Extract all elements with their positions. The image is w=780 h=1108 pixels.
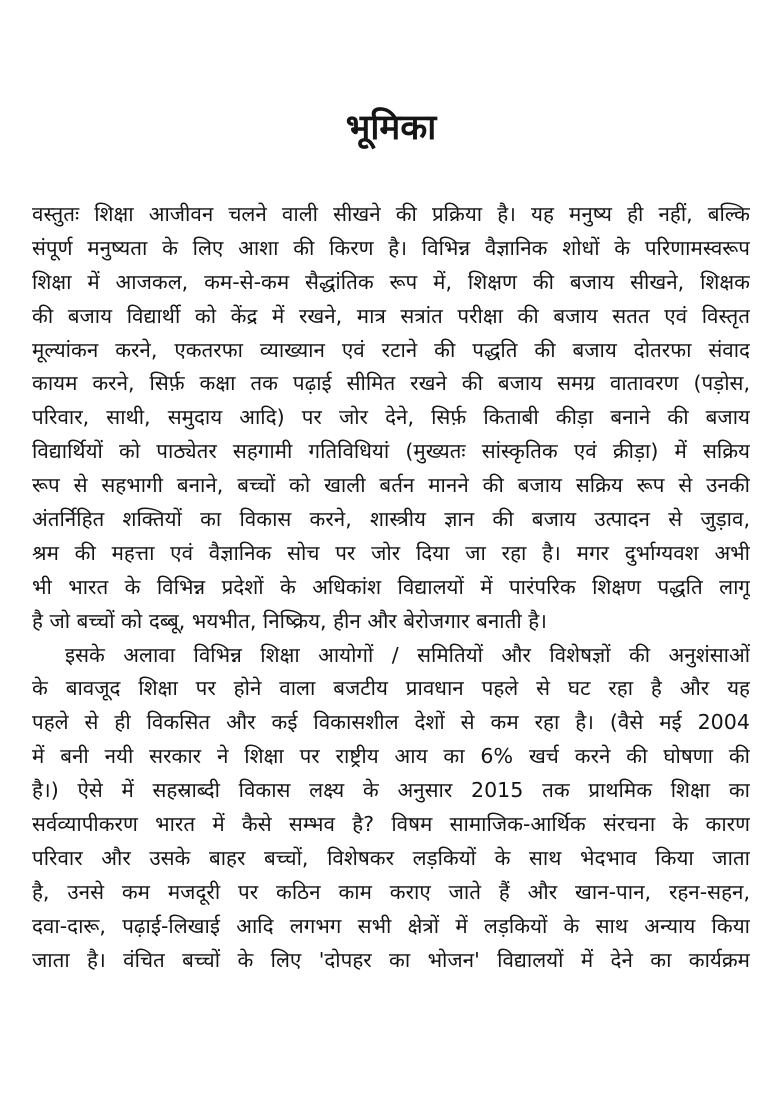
text-line: वस्तुतः शिक्षा आजीवन चलने वाली सीखने की प्रक्रिया है। यह मनुष्य ही नहीं, बल्कि	[32, 202, 750, 226]
text-line: परिवार, साथी, समुदाय आदि) पर जोर देने, सिर्फ़ किताबी कीड़ा बनाने की बजाय	[32, 405, 750, 430]
text-line: इसके अलावा विभिन्न शिक्षा आयोगों / समितियों और विशेषज्ञों की अनुशंसाओं	[65, 642, 750, 667]
text-line: पहले से ही विकसित और कई विकासशील देशों से कम रहा है। (वैसे मई 2004	[32, 710, 750, 735]
text-line: अंतर्निहित शक्तियों का विकास करने, शास्त्रीय ज्ञान की बजाय उत्पादन से जुड़ाव,	[32, 507, 750, 532]
text-line: है।) ऐसे में सहस्राब्दी विकास लक्ष्य के अनुसार 2015 तक प्राथमिक शिक्षा का	[32, 778, 750, 803]
text-line: है जो बच्चों को दब्बू, भयभीत, निष्क्रिय, हीन और बेरोजगार बनाती है।	[32, 608, 547, 633]
preface-text	[32, 198, 750, 977]
text-line: में बनी नयी सरकार ने शिक्षा पर राष्ट्रीय आय का 6% खर्च करने की घोषणा की	[32, 744, 750, 769]
text-line: रूप से सहभागी बनाने, बच्चों को खाली बर्तन मानने की बजाय सक्रिय रूप से उनकी	[32, 473, 750, 498]
text-line: विद्यार्थियों को पाठ्येतर सहगामी गतिविधियां (मुख्यतः सांस्कृतिक एवं क्रीड़ा) में सक्रिय	[32, 439, 750, 464]
text-line: भी भारत के विभिन्न प्रदेशों के अधिकांश विद्यालयों में पारंपरिक शिक्षण पद्धति लागू	[32, 574, 750, 599]
text-line: है, उनसे कम मजदूरी पर कठिन काम कराए जाते हैं और खान-पान, रहन-सहन,	[32, 879, 750, 904]
text-line: शिक्षा में आजकल, कम-से-कम सैद्धांतिक रूप में, शिक्षण की बजाय सीखने, शिक्षक	[32, 269, 750, 294]
text-line: की बजाय विद्यार्थी को केंद्र में रखने, मात्र सत्रांत परीक्षा की बजाय सतत एवं विस्तृत	[32, 303, 750, 328]
text-line: जाता है। वंचित बच्चों के लिए 'दोपहर का भोजन' विद्यालयों में देने का कार्यक्रम	[32, 947, 750, 972]
text-line: संपूर्ण मनुष्यता के लिए आशा की किरण है। विभिन्न वैज्ञानिक शोधों के परिणामस्वरूप	[32, 235, 750, 260]
text-line: मूल्यांकन करने, एकतरफा व्याख्यान एवं रटाने की पद्धति की बजाय दोतरफा संवाद	[32, 337, 750, 362]
text-line: परिवार और उसके बाहर बच्चों, विशेषकर लड़कियों के साथ भेदभाव किया जाता	[32, 845, 750, 870]
page-title: भूमिका	[345, 108, 437, 148]
text-line: के बावजूद शिक्षा पर होने वाला बजटीय प्रावधान पहले से घट रहा है और यह	[32, 676, 750, 701]
text-line: कायम करने, सिर्फ़ कक्षा तक पढ़ाई सीमित रखने की बजाय समग्र वातावरण (पड़ोस,	[32, 371, 750, 396]
text-line: दवा-दारू, पढ़ाई-लिखाई आदि लगभग सभी क्षेत्रों में लड़कियों के साथ अन्याय किया	[32, 913, 750, 938]
text-line: सर्वव्यापीकरण भारत में कैसे सम्भव है? विषम सामाजिक-आर्थिक संरचना के कारण	[32, 812, 750, 837]
text-line: श्रम की महत्ता एवं वैज्ञानिक सोच पर जोर दिया जा रहा है। मगर दुर्भाग्यवश अभी	[32, 540, 750, 565]
